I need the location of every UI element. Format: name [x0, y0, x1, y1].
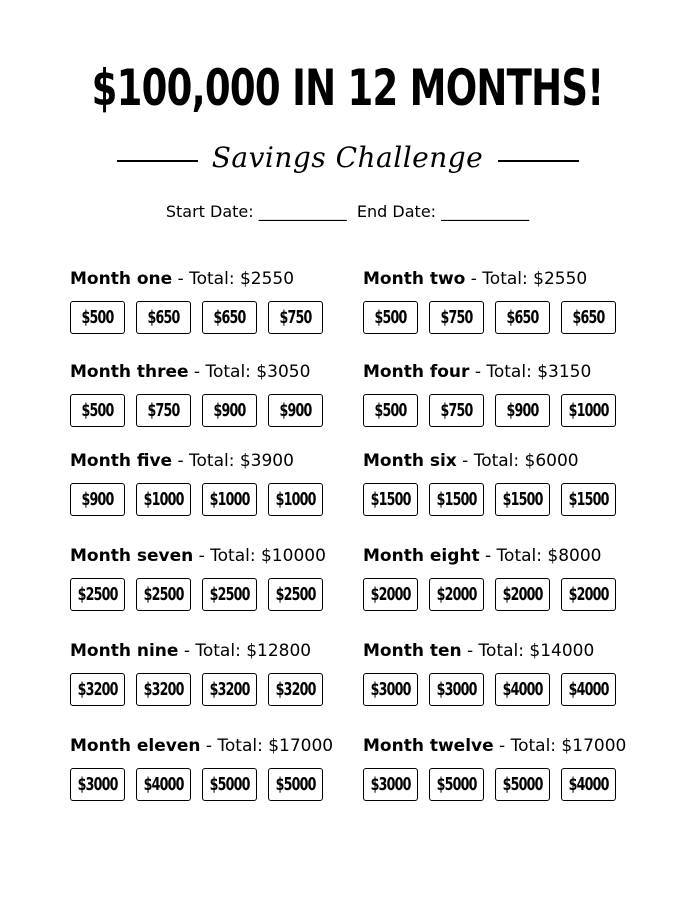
- amount-value: $900: [213, 400, 246, 421]
- amount-box[interactable]: [202, 673, 257, 706]
- month-name: Month five: [70, 451, 173, 471]
- amount-box[interactable]: [202, 483, 257, 516]
- month-block: [363, 735, 663, 801]
- month-block: [70, 640, 370, 706]
- month-header: [70, 545, 370, 567]
- month-header: [363, 361, 663, 383]
- amount-value: $750: [440, 400, 473, 421]
- month-block: [70, 361, 370, 427]
- amount-boxes: [363, 301, 663, 334]
- amount-value: $2500: [209, 584, 250, 605]
- amount-value: $2500: [275, 584, 316, 605]
- amount-box[interactable]: [202, 578, 257, 611]
- amount-value: $900: [279, 400, 312, 421]
- amount-box[interactable]: [561, 301, 616, 334]
- amount-boxes: [363, 768, 663, 801]
- amount-box[interactable]: [136, 301, 191, 334]
- month-total: - Total: $14000: [461, 641, 595, 661]
- amount-box[interactable]: [429, 394, 484, 427]
- month-name: Month four: [363, 362, 470, 382]
- amount-box[interactable]: [268, 578, 323, 611]
- month-total: - Total: $2550: [172, 269, 295, 289]
- amount-box[interactable]: [70, 768, 125, 801]
- month-name: Month six: [363, 451, 457, 471]
- amount-value: $5000: [502, 774, 543, 795]
- amount-boxes: [363, 483, 663, 516]
- amount-value: $3200: [143, 679, 184, 700]
- amount-box[interactable]: [495, 394, 550, 427]
- amount-value: $3000: [370, 774, 411, 795]
- month-name: Month nine: [70, 641, 179, 661]
- month-name: Month twelve: [363, 736, 494, 756]
- amount-value: $750: [147, 400, 180, 421]
- amount-box[interactable]: [70, 483, 125, 516]
- month-total: - Total: $3150: [469, 362, 592, 382]
- month-total: - Total: $8000: [479, 546, 602, 566]
- amount-value: $500: [81, 400, 114, 421]
- amount-box[interactable]: [136, 768, 191, 801]
- right-divider: [498, 160, 579, 162]
- month-header: [70, 268, 370, 290]
- amount-value: $500: [81, 307, 114, 328]
- amount-value: $4000: [568, 774, 609, 795]
- month-total: - Total: $10000: [193, 546, 326, 566]
- amount-value: $650: [506, 307, 539, 328]
- amount-value: $5000: [436, 774, 477, 795]
- amount-box[interactable]: [268, 483, 323, 516]
- month-name: Month two: [363, 269, 466, 289]
- amount-box[interactable]: [429, 673, 484, 706]
- amount-box[interactable]: [495, 301, 550, 334]
- subtitle-row: [0, 138, 695, 182]
- amount-box[interactable]: [268, 394, 323, 427]
- month-total: - Total: $3900: [172, 451, 294, 471]
- amount-value: $1500: [568, 489, 609, 510]
- month-total: - Total: $6000: [456, 451, 579, 471]
- month-header: [70, 640, 370, 662]
- amount-value: $2000: [568, 584, 609, 605]
- amount-box[interactable]: [429, 768, 484, 801]
- amount-value: $900: [81, 489, 114, 510]
- month-block: [70, 735, 370, 801]
- month-block: [363, 361, 663, 427]
- amount-value: $3000: [436, 679, 477, 700]
- month-block: [70, 268, 370, 334]
- month-header: [70, 735, 370, 757]
- page-title: $100,000 IN 12 MONTHS!: [91, 59, 604, 117]
- amount-boxes: [363, 394, 663, 427]
- amount-box[interactable]: [363, 483, 418, 516]
- amount-value: $1000: [209, 489, 250, 510]
- amount-value: $5000: [275, 774, 316, 795]
- month-name: Month ten: [363, 641, 462, 661]
- amount-value: $2000: [502, 584, 543, 605]
- amount-value: $2000: [436, 584, 477, 605]
- amount-box[interactable]: [202, 394, 257, 427]
- amount-box[interactable]: [136, 483, 191, 516]
- amount-value: $1500: [436, 489, 477, 510]
- month-header: [70, 361, 370, 383]
- amount-value: $1500: [370, 489, 411, 510]
- month-header: [363, 268, 663, 290]
- amount-value: $650: [147, 307, 180, 328]
- amount-box[interactable]: [70, 394, 125, 427]
- amount-value: $3000: [77, 774, 118, 795]
- amount-box[interactable]: [495, 483, 550, 516]
- amount-box[interactable]: [70, 673, 125, 706]
- amount-box[interactable]: [202, 301, 257, 334]
- amount-box[interactable]: [363, 768, 418, 801]
- month-block: [363, 268, 663, 334]
- amount-value: $2000: [370, 584, 411, 605]
- month-name: Month seven: [70, 546, 194, 566]
- date-fields: Start Date: ___________ End Date: ___________: [165, 202, 530, 221]
- amount-value: $3200: [77, 679, 118, 700]
- month-header: [363, 545, 663, 567]
- amount-value: $750: [279, 307, 312, 328]
- amount-box[interactable]: [561, 673, 616, 706]
- month-total: - Total: $12800: [178, 641, 312, 661]
- amount-box[interactable]: [363, 301, 418, 334]
- amount-box[interactable]: [268, 768, 323, 801]
- amount-value: $3200: [275, 679, 316, 700]
- month-name: Month one: [70, 269, 173, 289]
- month-name: Month eleven: [70, 736, 201, 756]
- amount-value: $500: [374, 400, 407, 421]
- amount-box[interactable]: [495, 578, 550, 611]
- amount-box[interactable]: [268, 673, 323, 706]
- month-name: Month three: [70, 362, 189, 382]
- month-name: Month eight: [363, 546, 480, 566]
- amount-value: $3200: [209, 679, 250, 700]
- amount-boxes: [363, 673, 663, 706]
- amount-value: $900: [506, 400, 539, 421]
- amount-box[interactable]: [561, 578, 616, 611]
- amount-value: $650: [572, 307, 605, 328]
- amount-value: $4000: [502, 679, 543, 700]
- amount-box[interactable]: [70, 301, 125, 334]
- amount-value: $4000: [143, 774, 184, 795]
- amount-box[interactable]: [363, 578, 418, 611]
- amount-box[interactable]: [429, 483, 484, 516]
- month-block: [70, 450, 370, 516]
- amount-box[interactable]: [70, 578, 125, 611]
- amount-boxes: [363, 578, 663, 611]
- amount-box[interactable]: [561, 394, 616, 427]
- amount-value: $2500: [77, 584, 118, 605]
- amount-value: $1500: [502, 489, 543, 510]
- amount-box[interactable]: [429, 301, 484, 334]
- amount-value: $500: [374, 307, 407, 328]
- month-header: [363, 450, 663, 472]
- amount-value: $2500: [143, 584, 184, 605]
- amount-value: $4000: [568, 679, 609, 700]
- amount-box[interactable]: [561, 768, 616, 801]
- amount-value: $750: [440, 307, 473, 328]
- amount-box[interactable]: [363, 394, 418, 427]
- subtitle: Savings Challenge: [211, 141, 484, 174]
- amount-value: $3000: [370, 679, 411, 700]
- amount-boxes: [70, 673, 370, 706]
- amount-box[interactable]: [202, 768, 257, 801]
- amount-value: $1000: [143, 489, 184, 510]
- month-total: - Total: $17000: [200, 736, 334, 756]
- month-block: [363, 545, 663, 611]
- amount-boxes: [70, 483, 370, 516]
- amount-box[interactable]: [136, 673, 191, 706]
- left-divider: [117, 160, 198, 162]
- month-block: [363, 640, 663, 706]
- amount-box[interactable]: [495, 673, 550, 706]
- amount-value: $5000: [209, 774, 250, 795]
- amount-boxes: [70, 768, 370, 801]
- month-total: - Total: $17000: [493, 736, 627, 756]
- amount-box[interactable]: [136, 578, 191, 611]
- amount-value: $1000: [275, 489, 316, 510]
- amount-value: $1000: [568, 400, 609, 421]
- amount-boxes: [70, 578, 370, 611]
- month-block: [363, 450, 663, 516]
- amount-boxes: [70, 394, 370, 427]
- amount-box[interactable]: [363, 673, 418, 706]
- month-header: [70, 450, 370, 472]
- amount-box[interactable]: [495, 768, 550, 801]
- month-header: [363, 735, 663, 757]
- amount-box[interactable]: [136, 394, 191, 427]
- amount-box[interactable]: [429, 578, 484, 611]
- month-total: - Total: $3050: [188, 362, 311, 382]
- month-header: [363, 640, 663, 662]
- month-block: [70, 545, 370, 611]
- amount-box[interactable]: [561, 483, 616, 516]
- amount-boxes: [70, 301, 370, 334]
- month-total: - Total: $2550: [465, 269, 588, 289]
- amount-box[interactable]: [268, 301, 323, 334]
- amount-value: $650: [213, 307, 246, 328]
